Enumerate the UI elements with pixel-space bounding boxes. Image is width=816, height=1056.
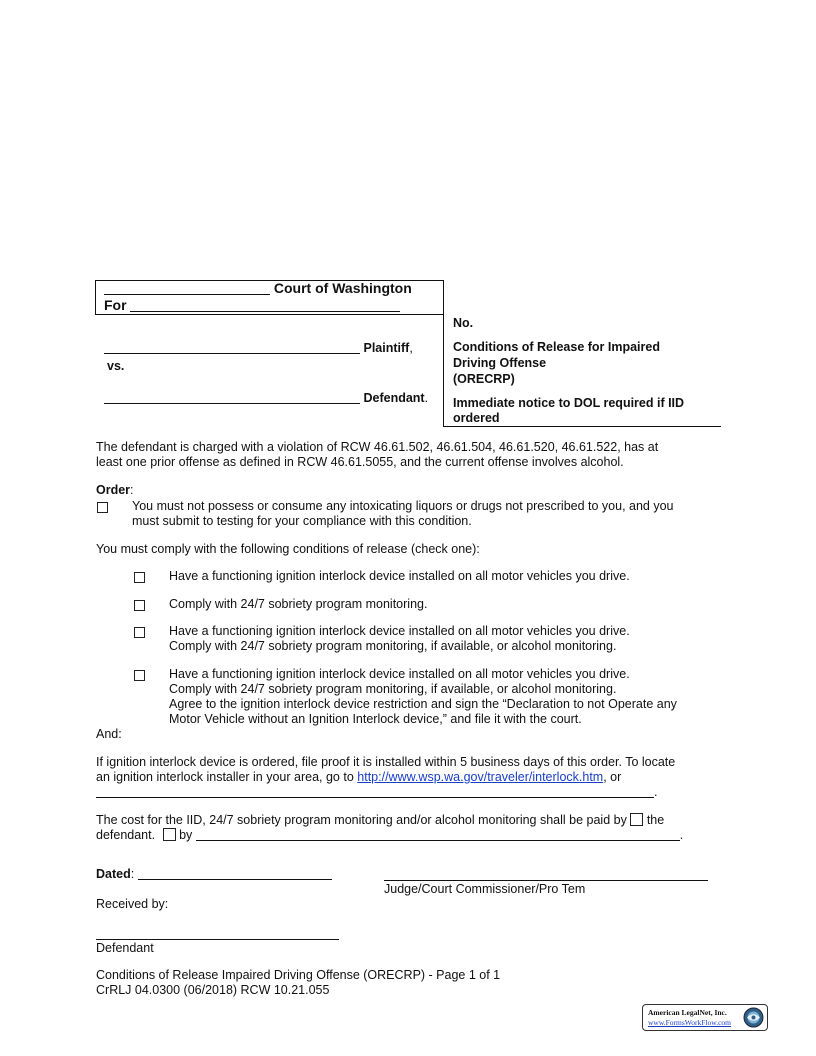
condition-option-2-checkbox-wrap bbox=[134, 598, 145, 612]
dated-label: Dated bbox=[96, 867, 131, 881]
plaintiff-row: Plaintiff, bbox=[104, 340, 413, 356]
interlock-line2 bbox=[96, 770, 621, 785]
interlock-installer-link[interactable]: http://www.wsp.wa.gov/traveler/interlock.htm bbox=[357, 770, 604, 784]
interlock-line1: If ignition interlock device is ordered, file proof it is installed within 5 business days of this order. To locate bbox=[96, 755, 676, 769]
order-checkbox[interactable] bbox=[97, 502, 108, 513]
order-item-line1: You must not possess or consume any intoxicating liquors or drugs not prescribed to you, and you bbox=[132, 499, 674, 513]
plaintiff-name-field[interactable] bbox=[104, 340, 360, 354]
for-label: For bbox=[104, 297, 127, 313]
case-number-label: No bbox=[453, 316, 470, 330]
badge-site: www.FormsWorkFlow.com bbox=[648, 1018, 732, 1027]
order-checkbox-wrap bbox=[97, 500, 108, 514]
condition-option-4-line2: Comply with 24/7 sobriety program monitoring, if available, or alcohol monitoring. bbox=[169, 682, 617, 696]
interlock-line2-suffix: , or bbox=[603, 770, 622, 784]
cost-paid-by-defendant-checkbox[interactable] bbox=[630, 813, 643, 826]
cost-by-label: by bbox=[179, 828, 193, 842]
for-field[interactable] bbox=[130, 298, 400, 312]
vs-label: vs bbox=[107, 359, 121, 373]
order-label: Order bbox=[96, 483, 131, 497]
condition-option-1-line1: Have a functioning ignition interlock device installed on all motor vehicles you drive. bbox=[169, 569, 630, 583]
condition-option-4-checkbox[interactable] bbox=[134, 670, 145, 681]
caption-divider-horizontal bbox=[443, 426, 721, 427]
case-number-row: No. bbox=[453, 316, 474, 330]
for-row bbox=[104, 298, 400, 313]
judge-label: Judge/Court Commissioner/Pro Tem bbox=[384, 882, 586, 896]
formsworkflow-badge[interactable] bbox=[642, 1004, 768, 1031]
cost-paid-by-other-checkbox[interactable] bbox=[163, 828, 176, 841]
interlock-other-row: . bbox=[96, 785, 657, 800]
received-by-label: Received by: bbox=[96, 897, 169, 911]
form-title-line1: Conditions of Release for Impaired bbox=[453, 340, 660, 354]
globe-icon bbox=[743, 1007, 764, 1028]
condition-option-3-checkbox-wrap bbox=[134, 625, 145, 639]
condition-option-4-line1: Have a functioning ignition interlock device installed on all motor vehicles you drive. bbox=[169, 667, 630, 681]
and-label: And: bbox=[96, 727, 122, 741]
plaintiff-label: Plaintiff bbox=[363, 341, 410, 355]
judge-signature-line[interactable] bbox=[384, 880, 708, 881]
defendant-label: Defendant bbox=[363, 391, 425, 405]
cost-line1 bbox=[96, 813, 664, 828]
intro-line2: least one prior offense as defined in RCW 46.61.5055, and the current offense involves alcohol. bbox=[96, 455, 624, 469]
caption-divider-vertical bbox=[443, 314, 444, 427]
cost-paid-by-field[interactable] bbox=[196, 828, 680, 841]
court-of-label: Court of Washington bbox=[273, 280, 412, 296]
order-item-line2: must submit to testing for your compliance with this condition. bbox=[132, 514, 472, 528]
condition-option-3-line1: Have a functioning ignition interlock device installed on all motor vehicles you drive. bbox=[169, 624, 630, 638]
court-name-field[interactable] bbox=[104, 281, 270, 295]
cost-line2: defendant. by . bbox=[96, 828, 684, 842]
condition-option-4-line3: Agree to the ignition interlock device restriction and sign the “Declaration to not Operate any bbox=[169, 697, 677, 711]
cost-the-label: the bbox=[646, 813, 665, 827]
condition-option-2-checkbox[interactable] bbox=[134, 600, 145, 611]
interlock-line2-prefix: an ignition interlock installer in your area, go to bbox=[96, 770, 354, 784]
interlock-other-field[interactable] bbox=[96, 785, 654, 798]
dol-notice-line1: Immediate notice to DOL required if IID bbox=[453, 396, 685, 410]
badge-company: American LegalNet, Inc. bbox=[648, 1008, 727, 1017]
footer-line2: CrRLJ 04.0300 (06/2018) RCW 10.21.055 bbox=[96, 983, 330, 997]
condition-option-3-line2: Comply with 24/7 sobriety program monitoring, if available, or alcohol monitoring. bbox=[169, 639, 617, 653]
condition-option-1-checkbox[interactable] bbox=[134, 572, 145, 583]
condition-option-4-checkbox-wrap bbox=[134, 668, 145, 682]
intro-line1: The defendant is charged with a violation of RCW 46.61.502, 46.61.504, 46.61.520, 46.61.522, has at bbox=[96, 440, 659, 454]
cost-defendant-label: defendant. bbox=[96, 828, 156, 842]
condition-option-1-checkbox-wrap bbox=[134, 570, 145, 584]
condition-option-2-line1: Comply with 24/7 sobriety program monitoring. bbox=[169, 597, 428, 611]
order-heading: Order: bbox=[96, 483, 134, 497]
cost-line1-text: The cost for the IID, 24/7 sobriety program monitoring and/or alcohol monitoring shall be paid by bbox=[96, 813, 627, 827]
footer-line1: Conditions of Release Impaired Driving Offense (ORECRP) - Page 1 of 1 bbox=[96, 968, 501, 982]
dated-row: Dated: bbox=[96, 866, 332, 882]
defendant-signature-line[interactable] bbox=[96, 939, 339, 940]
vs-row: vs. bbox=[107, 359, 125, 373]
dated-field[interactable] bbox=[138, 866, 332, 880]
condition-option-4-line4: Motor Vehicle without an Ignition Interlock device,” and file it with the court. bbox=[169, 712, 582, 726]
conditions-heading: You must comply with the following conditions of release (check one): bbox=[96, 542, 480, 556]
court-of-row bbox=[104, 281, 412, 296]
defendant-signature-label: Defendant bbox=[96, 941, 154, 955]
defendant-row: Defendant. bbox=[104, 390, 428, 406]
condition-option-3-checkbox[interactable] bbox=[134, 627, 145, 638]
defendant-name-field[interactable] bbox=[104, 390, 360, 404]
form-title-line2: Driving Offense bbox=[453, 356, 547, 370]
dol-notice-line2: ordered bbox=[453, 411, 500, 425]
form-title-line3: (ORECRP) bbox=[453, 372, 515, 386]
